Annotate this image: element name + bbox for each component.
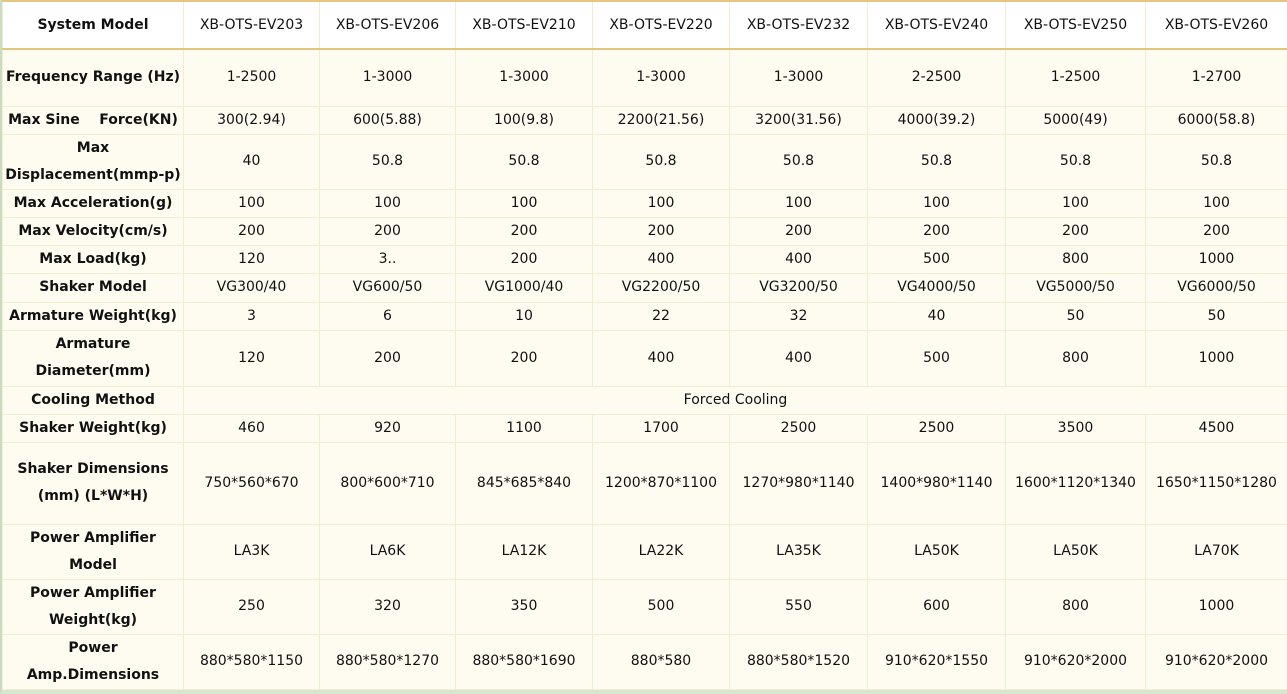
table-row <box>3 217 1287 245</box>
model-header: XB-OTS-EV206 <box>320 1 456 49</box>
table-cell: 400 <box>730 245 868 273</box>
table-cell: VG3200/50 <box>730 273 868 302</box>
table-cell: 200 <box>1146 217 1287 245</box>
table-cell: 1000 <box>1146 579 1287 634</box>
table-cell: 100(9.8) <box>456 106 593 134</box>
table-cell: 100 <box>1146 189 1287 217</box>
table-row <box>3 106 1287 134</box>
table-cell: 880*580*1520 <box>730 634 868 689</box>
table-cell: 200 <box>456 245 593 273</box>
table-cell: 120 <box>184 330 320 386</box>
table-cell: 2500 <box>868 414 1006 442</box>
table-cell: 200 <box>730 217 868 245</box>
table-cell: 200 <box>1006 217 1146 245</box>
table-cell: 500 <box>593 579 730 634</box>
table-cell: 800*600*710 <box>320 442 456 524</box>
header-row <box>3 1 1287 49</box>
row-label: Power Amplifier Weight(kg) <box>3 579 184 634</box>
table-cell: 800 <box>1006 245 1146 273</box>
table-cell: 4500 <box>1146 414 1287 442</box>
table-cell: 200 <box>456 217 593 245</box>
table-cell: 200 <box>320 217 456 245</box>
table-row <box>3 579 1287 634</box>
row-label: Shaker Model <box>3 273 184 302</box>
table-cell: 910*620*2000 <box>1146 634 1287 689</box>
table-cell: 1-2500 <box>184 49 320 106</box>
table-cell: 100 <box>320 189 456 217</box>
table-cell: 200 <box>456 330 593 386</box>
table-cell: 1200*870*1100 <box>593 442 730 524</box>
table-cell: VG1000/40 <box>456 273 593 302</box>
table-cell: 200 <box>868 217 1006 245</box>
table-row <box>3 634 1287 689</box>
table-cell: 6 <box>320 302 456 330</box>
table-cell: 550 <box>730 579 868 634</box>
row-label: Shaker Dimensions (mm) (L*W*H) <box>3 442 184 524</box>
table-cell: LA35K <box>730 524 868 579</box>
table-cell: 1100 <box>456 414 593 442</box>
table-cell: 910*620*1550 <box>868 634 1006 689</box>
table-cell: 1-3000 <box>320 49 456 106</box>
model-header: XB-OTS-EV232 <box>730 1 868 49</box>
row-label: Max Acceleration(g) <box>3 189 184 217</box>
table-cell: 50.8 <box>868 134 1006 189</box>
row-label: Power Amp.Dimensions <box>3 634 184 689</box>
table-cell: 400 <box>593 330 730 386</box>
row-label: Max Sine Force(KN) <box>3 106 184 134</box>
table-cell: 200 <box>320 330 456 386</box>
table-cell: 1-3000 <box>730 49 868 106</box>
table-row <box>3 49 1287 106</box>
table-cell: 1000 <box>1146 245 1287 273</box>
table-cell: VG6000/50 <box>1146 273 1287 302</box>
table-cell: 200 <box>184 217 320 245</box>
table-row <box>3 442 1287 524</box>
model-header: XB-OTS-EV220 <box>593 1 730 49</box>
table-cell: LA12K <box>456 524 593 579</box>
table-cell: 1650*1150*1280 <box>1146 442 1287 524</box>
table-cell: 880*580*1150 <box>184 634 320 689</box>
table-cell: 350 <box>456 579 593 634</box>
row-label: Max Load(kg) <box>3 245 184 273</box>
row-label: System Model <box>3 1 184 49</box>
model-header: XB-OTS-EV250 <box>1006 1 1146 49</box>
table-cell: 460 <box>184 414 320 442</box>
table-cell: LA22K <box>593 524 730 579</box>
spec-table <box>2 0 1287 690</box>
table-cell: VG4000/50 <box>868 273 1006 302</box>
table-row <box>3 134 1287 189</box>
table-cell: 750*560*670 <box>184 442 320 524</box>
table-cell: 3.. <box>320 245 456 273</box>
table-cell: 500 <box>868 330 1006 386</box>
table-cell: 4000(39.2) <box>868 106 1006 134</box>
row-label: Cooling Method <box>3 386 184 414</box>
table-row <box>3 302 1287 330</box>
table-cell: VG2200/50 <box>593 273 730 302</box>
table-cell: 120 <box>184 245 320 273</box>
table-cell: 1000 <box>1146 330 1287 386</box>
table-cell: 50.8 <box>1146 134 1287 189</box>
table-cell: 1-3000 <box>456 49 593 106</box>
table-cell: 50.8 <box>456 134 593 189</box>
table-cell: 3 <box>184 302 320 330</box>
table-row <box>3 189 1287 217</box>
table-cell: 1400*980*1140 <box>868 442 1006 524</box>
table-cell: 3500 <box>1006 414 1146 442</box>
table-cell: 100 <box>456 189 593 217</box>
model-header: XB-OTS-EV203 <box>184 1 320 49</box>
table-cell: 50 <box>1006 302 1146 330</box>
table-row <box>3 414 1287 442</box>
table-cell: 880*580*1270 <box>320 634 456 689</box>
table-cell: 400 <box>593 245 730 273</box>
row-label: Max Displacement(mmp-p) <box>3 134 184 189</box>
table-cell: LA50K <box>868 524 1006 579</box>
table-cell: 6000(58.8) <box>1146 106 1287 134</box>
table-row <box>3 245 1287 273</box>
row-label: Max Velocity(cm/s) <box>3 217 184 245</box>
table-cell: 1270*980*1140 <box>730 442 868 524</box>
table-cell: VG5000/50 <box>1006 273 1146 302</box>
table-cell: 50.8 <box>1006 134 1146 189</box>
table-cell: 880*580 <box>593 634 730 689</box>
table-cell: 1600*1120*1340 <box>1006 442 1146 524</box>
table-cell: 500 <box>868 245 1006 273</box>
table-cell: 3200(31.56) <box>730 106 868 134</box>
table-cell: 2-2500 <box>868 49 1006 106</box>
table-row <box>3 524 1287 579</box>
table-cell: 100 <box>184 189 320 217</box>
table-cell: LA70K <box>1146 524 1287 579</box>
model-header: XB-OTS-EV240 <box>868 1 1006 49</box>
table-cell: 50 <box>1146 302 1287 330</box>
table-cell: 1-2500 <box>1006 49 1146 106</box>
table-cell: 50.8 <box>730 134 868 189</box>
row-label: Armature Weight(kg) <box>3 302 184 330</box>
table-cell: 2500 <box>730 414 868 442</box>
table-cell: 1700 <box>593 414 730 442</box>
table-cell: 600(5.88) <box>320 106 456 134</box>
table-cell: 300(2.94) <box>184 106 320 134</box>
table-cell: 50.8 <box>320 134 456 189</box>
table-cell: 2200(21.56) <box>593 106 730 134</box>
row-label: Armature Diameter(mm) <box>3 330 184 386</box>
table-cell: 320 <box>320 579 456 634</box>
table-cell: 5000(49) <box>1006 106 1146 134</box>
table-cell: 100 <box>593 189 730 217</box>
table-row <box>3 273 1287 302</box>
table-cell: LA6K <box>320 524 456 579</box>
merged-cell: Forced Cooling <box>184 386 1287 414</box>
row-label: Frequency Range (Hz) <box>3 49 184 106</box>
table-cell: 600 <box>868 579 1006 634</box>
table-cell: 100 <box>1006 189 1146 217</box>
table-cell: LA3K <box>184 524 320 579</box>
table-row <box>3 386 1287 414</box>
table-cell: 250 <box>184 579 320 634</box>
table-row <box>3 330 1287 386</box>
table-cell: 800 <box>1006 330 1146 386</box>
table-cell: 1-2700 <box>1146 49 1287 106</box>
table-cell: 10 <box>456 302 593 330</box>
table-cell: 800 <box>1006 579 1146 634</box>
model-header: XB-OTS-EV260 <box>1146 1 1287 49</box>
table-cell: 32 <box>730 302 868 330</box>
model-header: XB-OTS-EV210 <box>456 1 593 49</box>
table-cell: 100 <box>868 189 1006 217</box>
table-cell: 200 <box>593 217 730 245</box>
table-cell: 845*685*840 <box>456 442 593 524</box>
table-cell: 880*580*1690 <box>456 634 593 689</box>
table-cell: 1-3000 <box>593 49 730 106</box>
table-cell: 40 <box>868 302 1006 330</box>
table-cell: 22 <box>593 302 730 330</box>
table-cell: 920 <box>320 414 456 442</box>
table-cell: 50.8 <box>593 134 730 189</box>
row-label: Shaker Weight(kg) <box>3 414 184 442</box>
table-cell: 400 <box>730 330 868 386</box>
table-cell: VG300/40 <box>184 273 320 302</box>
table-cell: 40 <box>184 134 320 189</box>
table-cell: 100 <box>730 189 868 217</box>
row-label: Power Amplifier Model <box>3 524 184 579</box>
table-cell: 910*620*2000 <box>1006 634 1146 689</box>
table-cell: VG600/50 <box>320 273 456 302</box>
table-cell: LA50K <box>1006 524 1146 579</box>
